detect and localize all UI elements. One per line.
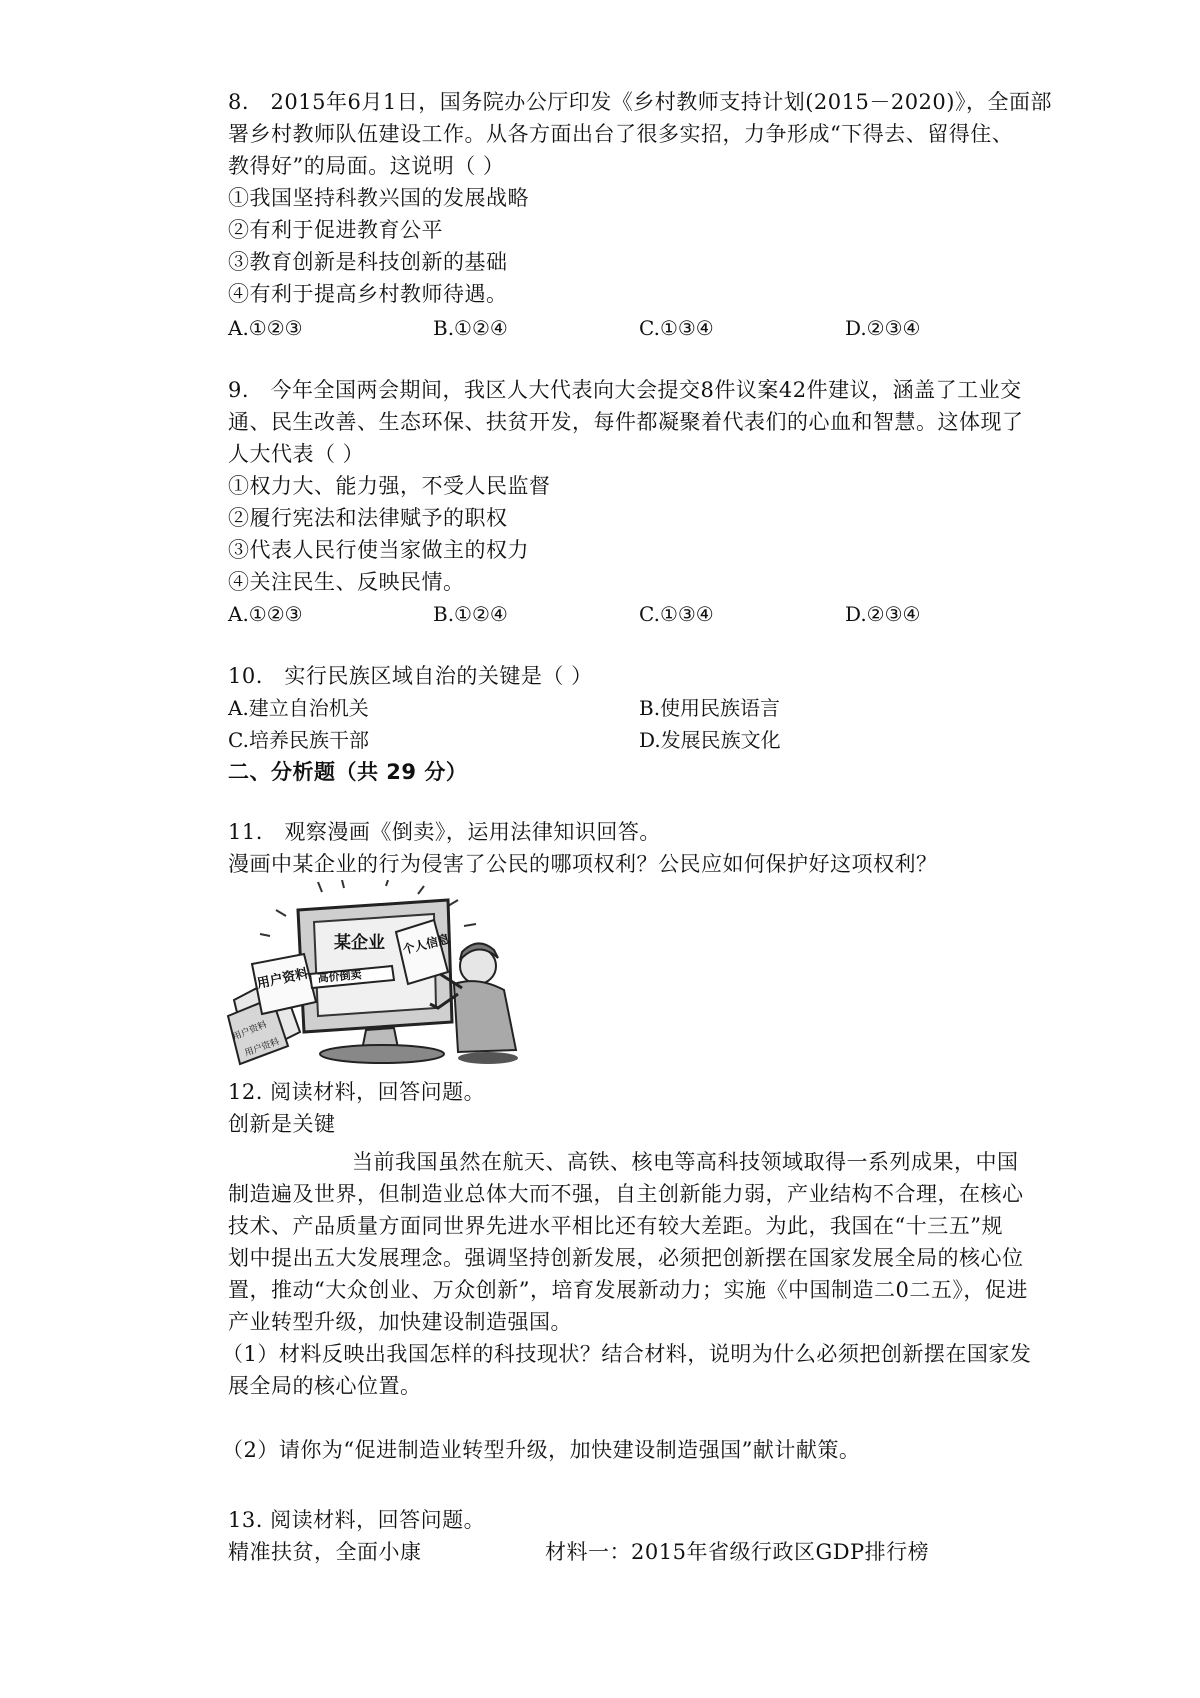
q9-option-a: A.①②③ xyxy=(228,602,303,626)
q12-heading: 创新是关键 xyxy=(228,1112,336,1136)
cartoon-bar-label: 高价倒卖 xyxy=(317,968,363,985)
q12-material-line-2: 制造遍及世界，但制造业总体大而不强，自主创新能力弱，产业结构不合理，在核心 xyxy=(228,1182,1024,1206)
q8-statement-3: ③教育创新是科技创新的基础 xyxy=(228,250,508,274)
q12-question: 12. 阅读材料，回答问题。 xyxy=(228,1080,486,1104)
q9-statement-4: ④关注民生、反映民情。 xyxy=(228,570,465,594)
q11-cartoon-illustration xyxy=(226,880,528,1066)
q10-option-a: A.建立自治机关 xyxy=(228,696,369,720)
q9-option-d: D.②③④ xyxy=(845,602,921,626)
q10-question: 10. 实行民族区域自治的关键是（ ） xyxy=(228,664,593,688)
q12-material-line-5: 置，推动“大众创业、万众创新”，培育发展新动力；实施《中国制造二0二五》，促进 xyxy=(228,1278,1028,1302)
q12-material-line-1: 当前我国虽然在航天、高铁、核电等高科技领域取得一系列成果，中国 xyxy=(352,1150,1019,1174)
cartoon-right-paper-label: 个人信息 xyxy=(401,931,452,957)
q9-statement-1: ①权力大、能力强，不受人民监督 xyxy=(228,474,551,498)
q9-statement-3: ③代表人民行使当家做主的权力 xyxy=(228,538,529,562)
q13-material-title: 材料一：2015年省级行政区GDP排行榜 xyxy=(545,1540,930,1564)
q12-sub1-line-2: 展全局的核心位置。 xyxy=(228,1374,422,1398)
q9-statement-2: ②履行宪法和法律赋予的职权 xyxy=(228,506,508,530)
q13-heading: 精准扶贫，全面小康 xyxy=(228,1540,422,1564)
q12-material-line-6: 产业转型升级，加快建设制造强国。 xyxy=(228,1310,572,1334)
q11-prompt: 漫画中某企业的行为侵害了公民的哪项权利？公民应如何保护好这项权利？ xyxy=(228,852,938,876)
q9-option-c: C.①③④ xyxy=(639,602,714,626)
q8-line-1: 8. 2015年6月1日，国务院办公厅印发《乡村教师支持计划(2015－2020)》，全面部 xyxy=(228,90,1052,114)
q8-statement-1: ①我国坚持科教兴国的发展战略 xyxy=(228,186,529,210)
cartoon-left-paper-label: 用户资料 xyxy=(255,966,310,992)
q13-question: 13. 阅读材料，回答问题。 xyxy=(228,1508,486,1532)
q8-option-d: D.②③④ xyxy=(845,316,921,340)
q8-statement-4: ④有利于提高乡村教师待遇。 xyxy=(228,282,508,306)
q8-option-b: B.①②④ xyxy=(433,316,508,340)
q12-sub2: （2）请你为“促进制造业转型升级，加快建设制造强国”献计献策。 xyxy=(222,1438,861,1462)
q12-sub1-line-1: （1）材料反映出我国怎样的科技现状？结合材料，说明为什么必须把创新摆在国家发 xyxy=(222,1342,1032,1366)
q9-option-b: B.①②④ xyxy=(433,602,508,626)
q9-line-1: 9. 今年全国两会期间，我区人大代表向大会提交8件议案42件建议，涵盖了工业交 xyxy=(228,378,1022,402)
q8-line-3: 教得好”的局面。这说明（ ） xyxy=(228,154,505,178)
q8-option-c: C.①③④ xyxy=(639,316,714,340)
q9-line-3: 人大代表（ ） xyxy=(228,442,365,466)
q9-line-2: 通、民生改善、生态环保、扶贫开发，每件都凝聚着代表们的心血和智慧。这体现了 xyxy=(228,410,1024,434)
section-2-title: 二、分析题（共 29 分） xyxy=(228,760,468,784)
q8-statement-2: ②有利于促进教育公平 xyxy=(228,218,443,242)
cartoon-small-paper-1: 用户资料 xyxy=(231,1020,269,1043)
q8-option-a: A.①②③ xyxy=(228,316,303,340)
q8-line-2: 署乡村教师队伍建设工作。从各方面出台了很多实招，力争形成“下得去、留得住、 xyxy=(228,122,1014,146)
q10-option-d: D.发展民族文化 xyxy=(639,728,781,752)
q11-question: 11. 观察漫画《倒卖》，运用法律知识回答。 xyxy=(228,820,661,844)
q10-option-b: B.使用民族语言 xyxy=(639,696,781,720)
q10-option-c: C.培养民族干部 xyxy=(228,728,369,752)
cartoon-screen-label: 某企业 xyxy=(334,933,385,953)
cartoon-small-paper-2: 用户资料 xyxy=(243,1037,281,1059)
q12-material-line-3: 技术、产品质量方面同世界先进水平相比还有较大差距。为此，我国在“十三五”规 xyxy=(228,1214,1003,1238)
q12-material-line-4: 划中提出五大发展理念。强调坚持创新发展，必须把创新摆在国家发展全局的核心位 xyxy=(228,1246,1024,1270)
